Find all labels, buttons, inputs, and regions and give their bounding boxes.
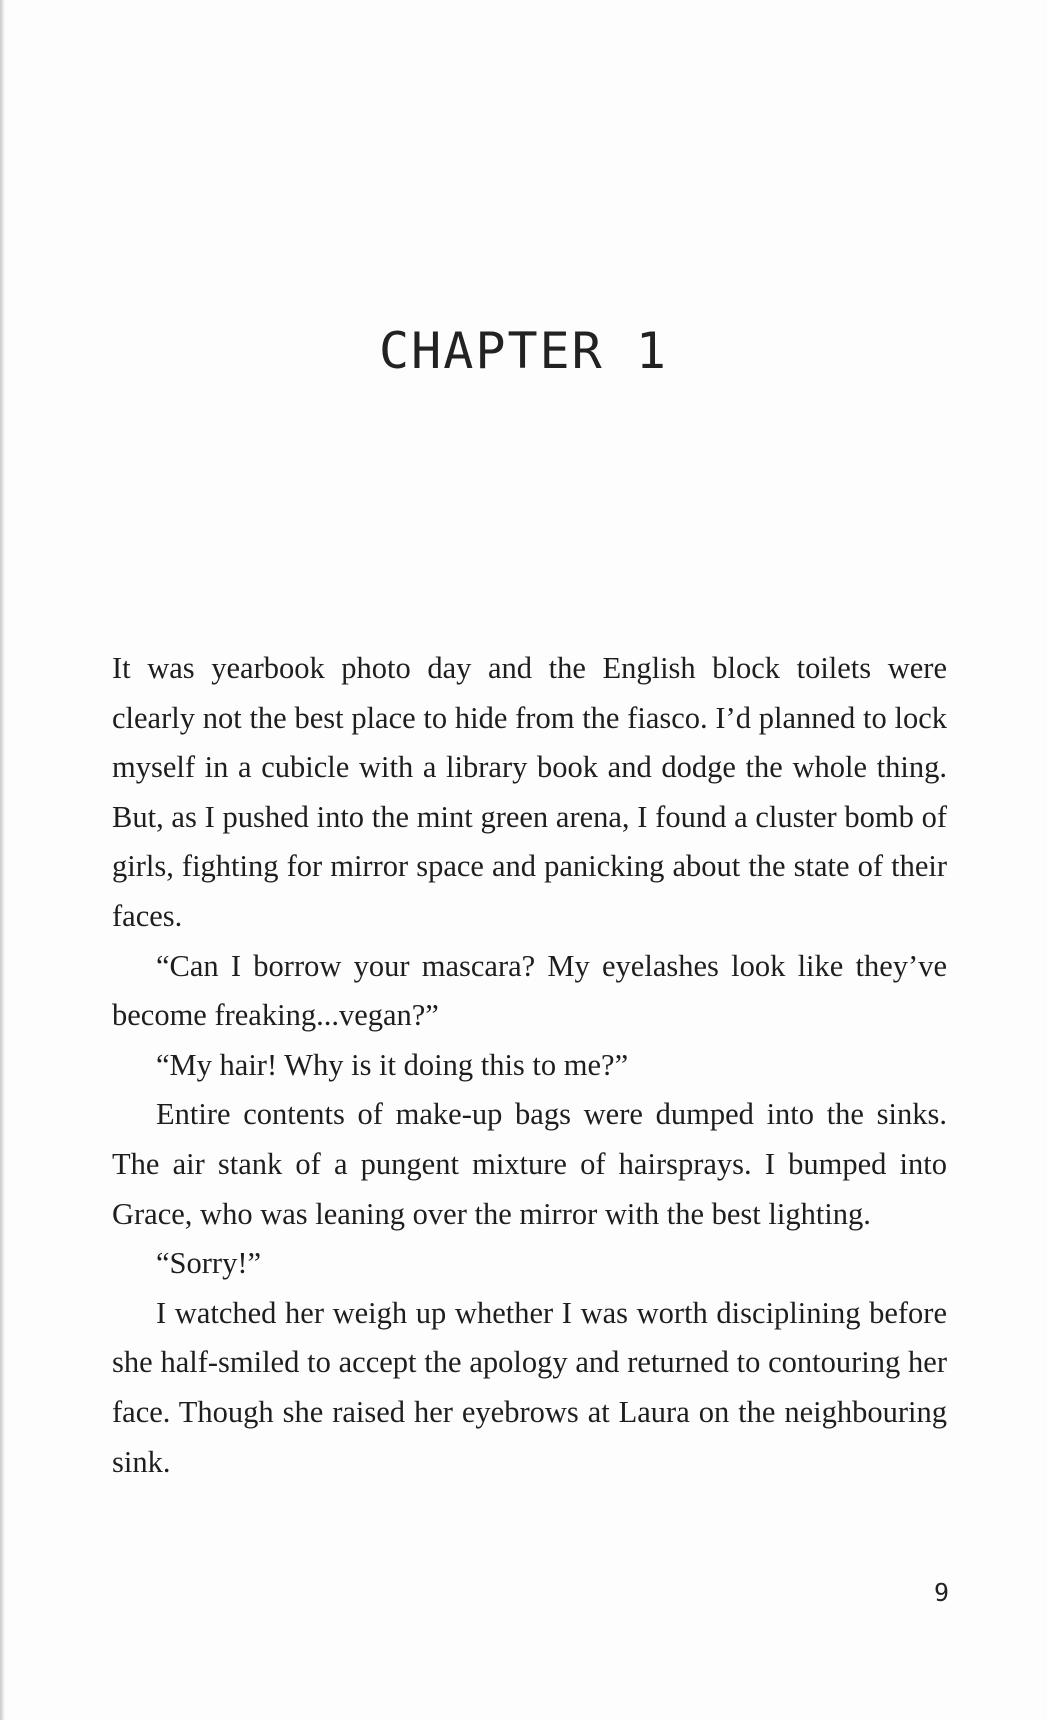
chapter-body	[112, 644, 947, 1487]
paragraph: I watched her weigh up whether I was worth disciplining before she half-smiled to accept the apology and returned to contouring her face. Though she raised her eyebrows at Laura on the neighbouring sink.	[112, 1295, 947, 1479]
chapter-title: CHAPTER 1	[379, 322, 668, 380]
paragraph: It was yearbook photo day and the English block toilets were clearly not the best place to hide from the fiasco. I’d planned to lock myself in a cubicle with a library book and dodge the whole thing. But, as I pushed into the mint green arena, I found a cluster bomb of girls, fighting for mirror space and panicking about the state of their faces.	[112, 651, 947, 933]
paragraph: “Sorry!”	[156, 1246, 262, 1281]
paragraph: “Can I borrow your mascara? My eyelashes look like they’ve become freaking...vegan?”	[112, 948, 947, 1033]
paragraph: Entire contents of make-up bags were dumped into the sinks. The air stank of a pungent mixture of hairsprays. I bumped into Grace, who was leaning over the mirror with the best lighting.	[112, 1097, 947, 1231]
page-number: 9	[933, 1578, 949, 1607]
paragraph: “My hair! Why is it doing this to me?”	[156, 1047, 629, 1082]
page-edge-shadow	[0, 0, 5, 1720]
